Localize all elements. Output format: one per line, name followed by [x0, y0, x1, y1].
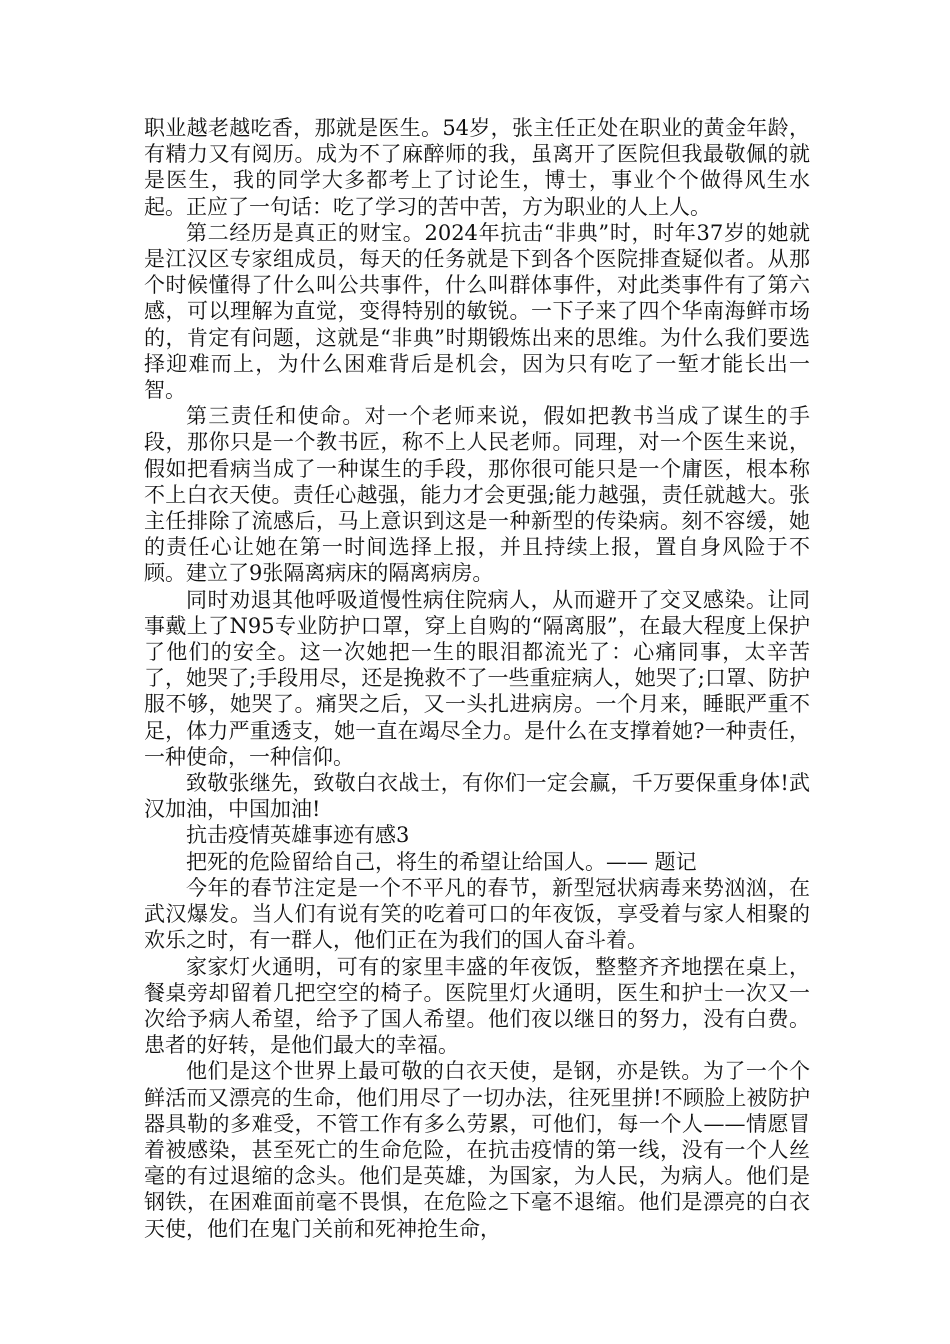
- paragraph-6: 今年的春节注定是一个不平凡的春节，新型冠状病毒来势汹汹，在武汉爆发。当人们有说有笑的吃着可口的年夜饭，享受着与家人相聚的欢乐之时，有一群人，他们正在为我们的国人奋斗着。: [144, 875, 810, 953]
- paragraph-1: 职业越老越吃香，那就是医生。54岁，张主任正处在职业的黄金年龄，有精力又有阅历。成为不了麻醉师的我，虽离开了医院但我最敬佩的就是医生，我的同学大多都考上了讨论生，博士，事业个个做得风生水起。正应了一句话：吃了学习的苦中苦，方为职业的人上人。: [144, 116, 810, 219]
- paragraph-3: 第三责任和使命。对一个老师来说，假如把教书当成了谋生的手段，那你只是一个教书匠，称不上人民老师。同理，对一个医生来说，假如把看病当成了一种谋生的手段，那你很可能只是一个庸医，根本称不上白衣天使。责任心越强，能力才会更强;能力越强，责任就越大。张主任排除了流感后，马上意识到这是一种新型的传染病。刻不容缓，她的责任心让她在第一时间选择上报，并且持续上报，置自身风险于不顾。建立了9张隔离病床的隔离病房。: [144, 404, 810, 586]
- section-heading: 抗击疫情英雄事迹有感3: [186, 823, 410, 848]
- paragraph-2: 第二经历是真正的财宝。2024年抗击“非典”时，时年37岁的她就是江汉区专家组成员，每天的任务就是下到各个医院排查疑似者。从那个时候懂得了什么叫公共事件，什么叫群体事件，对此类事件有了第六感，可以理解为直觉，变得特别的敏锐。一下子来了四个华南海鲜市场的，肯定有问题，这就是“非典”时期锻炼出来的思维。为什么我们要选择迎难而上，为什么困难背后是机会，因为只有吃了一堑才能长出一智。: [144, 220, 810, 403]
- paragraph-4: 同时劝退其他呼吸道慢性病住院病人，从而避开了交叉感染。让同事戴上了N95专业防护口罩，穿上自购的“隔离服”，在最大程度上保护了他们的安全。这一次她把一生的眼泪都流光了：心痛同事，太辛苦了，她哭了;手段用尽，还是挽救不了一些重症病人，她哭了;口罩、防护服不够，她哭了。痛哭之后，又一头扎进病房。一个月来，睡眠严重不足，体力严重透支，她一直在竭尽全力。是什么在支撑着她?一种责任，一种使命，一种信仰。: [144, 587, 810, 769]
- paragraph-8: 他们是这个世界上最可敬的白衣天使，是钢，亦是铁。为了一个个鲜活而又漂亮的生命，他们用尽了一切办法，往死里拼!不顾脸上被防护器具勒的多难受，不管工作有多么劳累，可他们，每一个人——情愿冒着被感染，甚至死亡的生命危险，在抗击疫情的第一线，没有一个人丝毫的有过退缩的念头。他们是英雄，为国家，为人民，为病人。他们是钢铁，在困难面前毫不畏惧，在危险之下毫不退缩。他们是漂亮的白衣天使，他们在鬼门关前和死神抢生命，: [144, 1059, 810, 1241]
- paragraph-7: 家家灯火通明，可有的家里丰盛的年夜饭，整整齐齐地摆在桌上，餐桌旁却留着几把空空的椅子。医院里灯火通明，医生和护士一次又一次给予病人希望，给予了国人希望。他们夜以继日的努力，没有白费。患者的好转，是他们最大的幸福。: [144, 954, 810, 1058]
- paragraph-5: 致敬张继先，致敬白衣战士，有你们一定会赢，千万要保重身体!武汉加油，中国加油!: [144, 771, 810, 822]
- epigraph: 把死的危险留给自己，将生的希望让给国人。—— 题记: [186, 849, 697, 874]
- document-body: [144, 115, 810, 1242]
